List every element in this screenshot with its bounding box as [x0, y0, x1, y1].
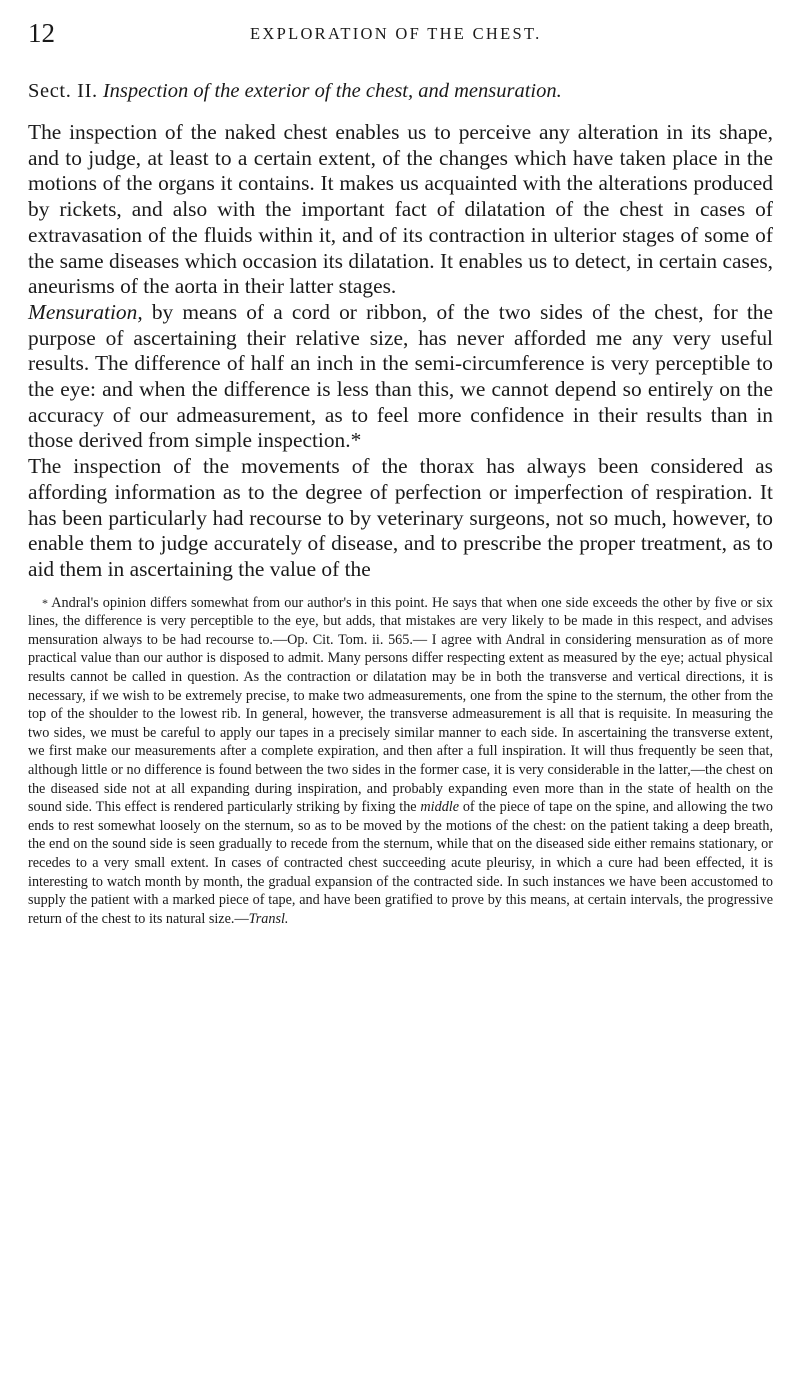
paragraph-thorax-movements: The inspection of the movements of the thorax has always been considered as affording information as to the degree of perfection or imperfection of respiration. It has been particularly had recourse to by veterinary surgeons, not so much, however, to enable them to judge accurately of disease, and to prescribe the proper treatment, as to aid them in ascertaining the value of the	[28, 454, 773, 581]
body-text	[28, 120, 773, 583]
paragraph-mensuration	[28, 300, 773, 454]
footnote-text	[28, 594, 773, 929]
footnote-emphasis: middle	[420, 799, 460, 816]
section-label: Sect. II.	[28, 80, 98, 102]
paragraph-inspection: The inspection of the naked chest enables us to perceive any alteration in its shape, and to judge, at least to a certain extent, of the changes which have taken place in the motions of the organs it contains. It makes us acquainted with the alterations produced by rickets, and also with the important fact of dilatation of the chest in cases of extravasation of the fluids within it, and of its contraction in ulterior stages of some of the same diseases which occasion its dilatation. It enables us to detect, in certain cases, aneurisms of the aorta in their latter stages.	[28, 120, 773, 299]
mensuration-lead-in: Mensuration,	[28, 299, 143, 324]
footnote-mark: *	[42, 595, 48, 610]
book-page	[28, 18, 773, 928]
section-heading	[28, 78, 773, 104]
page-number: 12	[28, 18, 55, 48]
running-header	[28, 18, 773, 58]
footnote-part-2: of the piece of tape on the spine, and allowing the two ends to rest somewhat loosely on the sternum, so as to be moved by the motions of the chest: on the patient taking a deep breath, the end on the sound side is seen gradually to recede from the sternum, while that on the diseased side either remains stationary, or recedes to a very small extent. In cases of contracted chest succeeding acute pleurisy, in which a cure had been effected, it is interesting to watch month by month, the gradual expansion of the contracted side. In such instances we have been accustomed to supply the patient with a marked piece of tape, and have been gratified to prove by this means, at certain intervals, the progressive return of the chest to its natural size.—	[28, 799, 773, 927]
footnote-signature: Transl.	[248, 910, 289, 927]
footnote-part-1: Andral's opinion differs somewhat from our author's in this point. He says that when one side exceeds the other by five or six lines, the difference is very perceptible to the eye, but adds, that mistakes are very likely to be made in this respect, and advises mensuration always to be had recourse to.—Op. Cit. Tom. ii. 565.— I agree with Andral in considering mensuration as of more practical value than our author is disposed to admit. Many persons differ respecting extent as measured by the eye; actual physical results cannot be called in question. As the contraction or dilatation may be in both the transverse and vertical directions, it is necessary, if we wish to be extremely precise, to make two admeasurements, one from the spine to the sternum, the other from the top of the shoulder to the lowest rib. In general, however, the transverse admeasurement is all that is requisite. In measuring the two sides, we must be careful to apply our tapes in a precisely similar manner to each side. In ascertaining the transverse extent, we first make our measurements after a complete expiration, and then after a full inspiration. It will thus frequently be seen that, although little or no difference is found between the two sides in the former case, it is very considerable in the latter,—the chest on the diseased side not at all expanding during inspiration, and probably expanding even more than in the state of health on the sound side. This effect is rendered particularly striking by fixing the	[28, 594, 773, 816]
mensuration-text: by means of a cord or ribbon, of the two sides of the chest, for the purpose of ascertaining their relative size, has never afforded me any very useful results. The difference of half an inch in the semi-circumference is very perceptible to the eye: and when the difference is less than this, we cannot depend so entirely on the accuracy of our admeasurement, as to feel more confidence in their results than in those derived from simple inspection.*	[28, 299, 773, 453]
footnote	[28, 594, 773, 929]
running-title: EXPLORATION OF THE CHEST.	[250, 24, 542, 43]
section-title: Inspection of the exterior of the chest, and mensuration.	[102, 80, 562, 102]
